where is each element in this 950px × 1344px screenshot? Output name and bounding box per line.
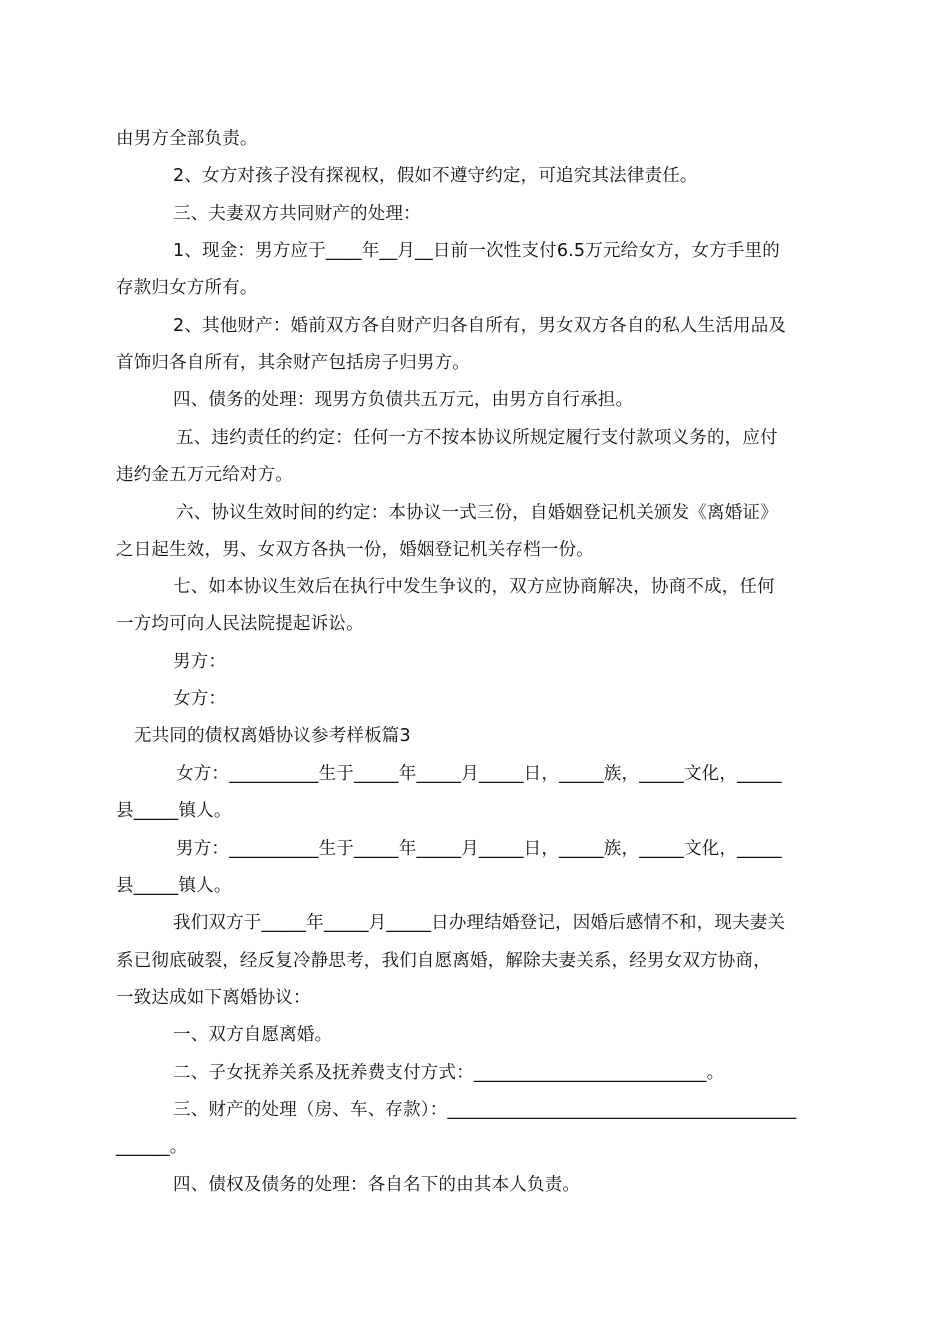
signature-label-female: 女方： (173, 689, 227, 709)
clause-line: 三、财产的处理（房、车、存款）：_______________________________________ (173, 1100, 797, 1120)
paragraph-line: 一致达成如下离婚协议： (116, 988, 311, 1008)
signature-label-male: 男方： (173, 652, 227, 672)
party-info-line: 县_____镇人。 (116, 876, 232, 896)
party-info-line: 女方：__________生于_____年_____月_____日，_____族，_____文化，_____ (176, 764, 782, 784)
paragraph-line: 我们双方于_____年_____月_____日办理结婚登记，因婚后感情不和，现夫妻关 (173, 913, 786, 933)
paragraph-line: 违约金五万元给对方。 (116, 465, 293, 485)
clause-line: 四、债权及债务的处理：各自名下的由其本人负责。 (173, 1175, 581, 1195)
party-info-line: 男方：__________生于_____年_____月_____日，_____族，_____文化，_____ (176, 839, 782, 859)
paragraph-line: 首饰归各自所有，其余财产包括房子归男方。 (116, 353, 470, 373)
party-info-line: 县_____镇人。 (116, 801, 232, 821)
paragraph-line: 六、协议生效时间的约定：本协议一式三份，自婚姻登记机关颁发《离婚证》 (176, 503, 778, 523)
clause-line: 二、子女抚养关系及抚养费支付方式：__________________________。 (173, 1063, 725, 1083)
paragraph-line: 2、女方对孩子没有探视权，假如不遵守约定，可追究其法律责任。 (173, 166, 698, 186)
paragraph-line: 2、其他财产：婚前双方各自财产归各自所有，男女双方各自的私人生活用品及 (173, 316, 787, 336)
paragraph-line: 五、违约责任的约定：任何一方不按本协议所规定履行支付款项义务的，应付 (176, 428, 778, 448)
section-title: 无共同的债权离婚协议参考样板篇3 (134, 726, 411, 746)
section-heading: 四、债务的处理：现男方负债共五万元，由男方自行承担。 (173, 390, 634, 410)
paragraph-line: 一方均可向人民法院提起诉讼。 (116, 614, 364, 634)
paragraph-line: 系已彻底破裂，经反复冷静思考，我们自愿离婚，解除夫妻关系，经男女双方协商， (116, 951, 771, 971)
clause-line: 一、双方自愿离婚。 (173, 1025, 333, 1045)
clause-line: ______。 (116, 1137, 188, 1157)
paragraph-line: 之日起生效，男、女双方各执一份，婚姻登记机关存档一份。 (116, 540, 594, 560)
paragraph-line: 存款归女方所有。 (116, 278, 258, 298)
paragraph-line: 七、如本协议生效后在执行中发生争议的，双方应协商解决，协商不成，任何 (173, 577, 775, 597)
section-heading: 三、夫妻双方共同财产的处理： (173, 204, 421, 224)
paragraph-line: 由男方全部负责。 (116, 129, 258, 149)
paragraph-line: 1、现金：男方应于____年__月__日前一次性支付6.5万元给女方，女方手里的 (173, 241, 780, 261)
